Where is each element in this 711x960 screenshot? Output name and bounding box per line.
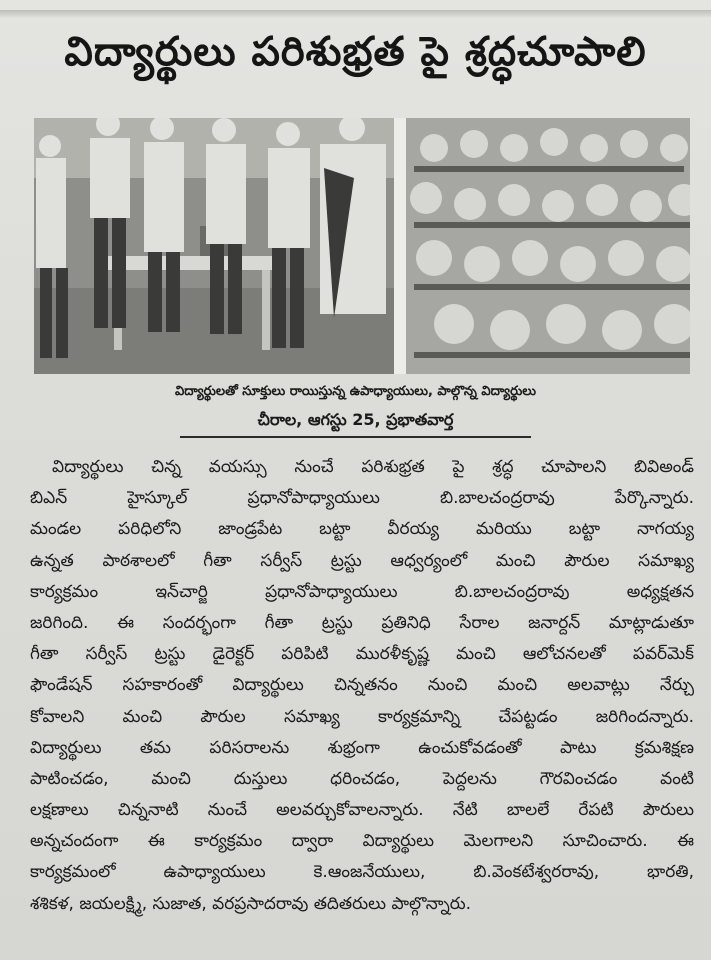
article-line: పాటించడం, మంచి దుస్తులు ధరించడం, పెద్దలను గౌరవించడం వంటి [30, 768, 694, 789]
article-line: శశికళ, జయలక్ష్మి, సుజాత, వరప్రసాదరావు తదితరులు పాల్గొన్నారు. [30, 893, 472, 914]
article-line: లక్షణాలు చిన్ననాటి నుంచే అలవర్చుకోవాలన్నారు. నేటి బాలలే రేపటి పౌరులు [30, 800, 694, 821]
article-line: కార్యక్రమం ఇన్‌చార్జి ప్రధానోపాధ్యాయులు బి.బాలచంద్రరావు అధ్యక్షతన [30, 581, 694, 602]
article-line: కోవాలని మంచి పౌరుల సమాఖ్య కార్యక్రమాన్ని చేపట్టడం జరిగిందన్నారు. [30, 706, 694, 727]
photo-illustration [34, 118, 690, 374]
paper-fold [0, 10, 711, 18]
news-photo [34, 118, 690, 374]
article-line: ఉన్నత పాఠశాలలో గీతా సర్వీస్ ట్రస్టు ఆధ్వర్యంలో మంచి పౌరుల సమాఖ్య [30, 550, 694, 571]
article-line: కార్యక్రమంలో ఉపాధ్యాయులు కె.ఆంజనేయులు, బి.వెంకటేశ్వరరావు, భారతి, [30, 862, 694, 883]
article-line: ఫౌండేషన్ సహకారంతో విద్యార్థులు చిన్నతనం నుంచి మంచి అలవాట్లు నేర్చు [30, 675, 694, 696]
article-line: విద్యార్థులు తమ పరిసరాలను శుభ్రంగా ఉంచుకోవడంతో పాటు క్రమశిక్షణ [30, 737, 694, 758]
article-line: మండల పరిధిలోని జాండ్రపేట బట్టా వీరయ్య మరియు బట్టా నాగయ్య [30, 519, 694, 540]
article-line: గీతా సర్వీస్ ట్రస్టు డైరెక్టర్ పరిపిటి మురళీకృష్ణ మంచి ఆలోచనలతో పవర్‌మెక్ [30, 644, 694, 665]
article-line: జరిగింది. ఈ సందర్భంగా గీతా ట్రస్టు ప్రతినిధి సేరాల జనార్దన్ మాట్లాడుతూ [30, 612, 694, 633]
headline: విద్యార్థులు పరిశుభ్రత పై శ్రద్ధచూపాలి [64, 29, 647, 75]
article-line: అన్నచందంగా ఈ కార్యక్రమం ద్వారా విద్యార్థులు మెలగాలని సూచించారు. ఈ [30, 831, 694, 852]
article-line: విద్యార్థులు చిన్న వయస్సు నుంచే పరిశుభ్రత పై శ్రద్ధ చూపాలని బివిఅండ్ [52, 457, 694, 477]
dateline: చీరాల, ఆగస్టు 25, ప్రభాతవార్త [180, 410, 531, 438]
article-body [30, 452, 694, 952]
photo-caption: విద్యార్థులతో సూక్తులు రాయిస్తున్న ఉపాధ్యాయులు, పాల్గొన్న విద్యార్థులు [174, 384, 537, 399]
article-line: బిఎన్ హైస్కూల్ ప్రధానోపాధ్యాయులు బి.బాలచంద్రరావు పేర్కొన్నారు. [30, 488, 694, 509]
